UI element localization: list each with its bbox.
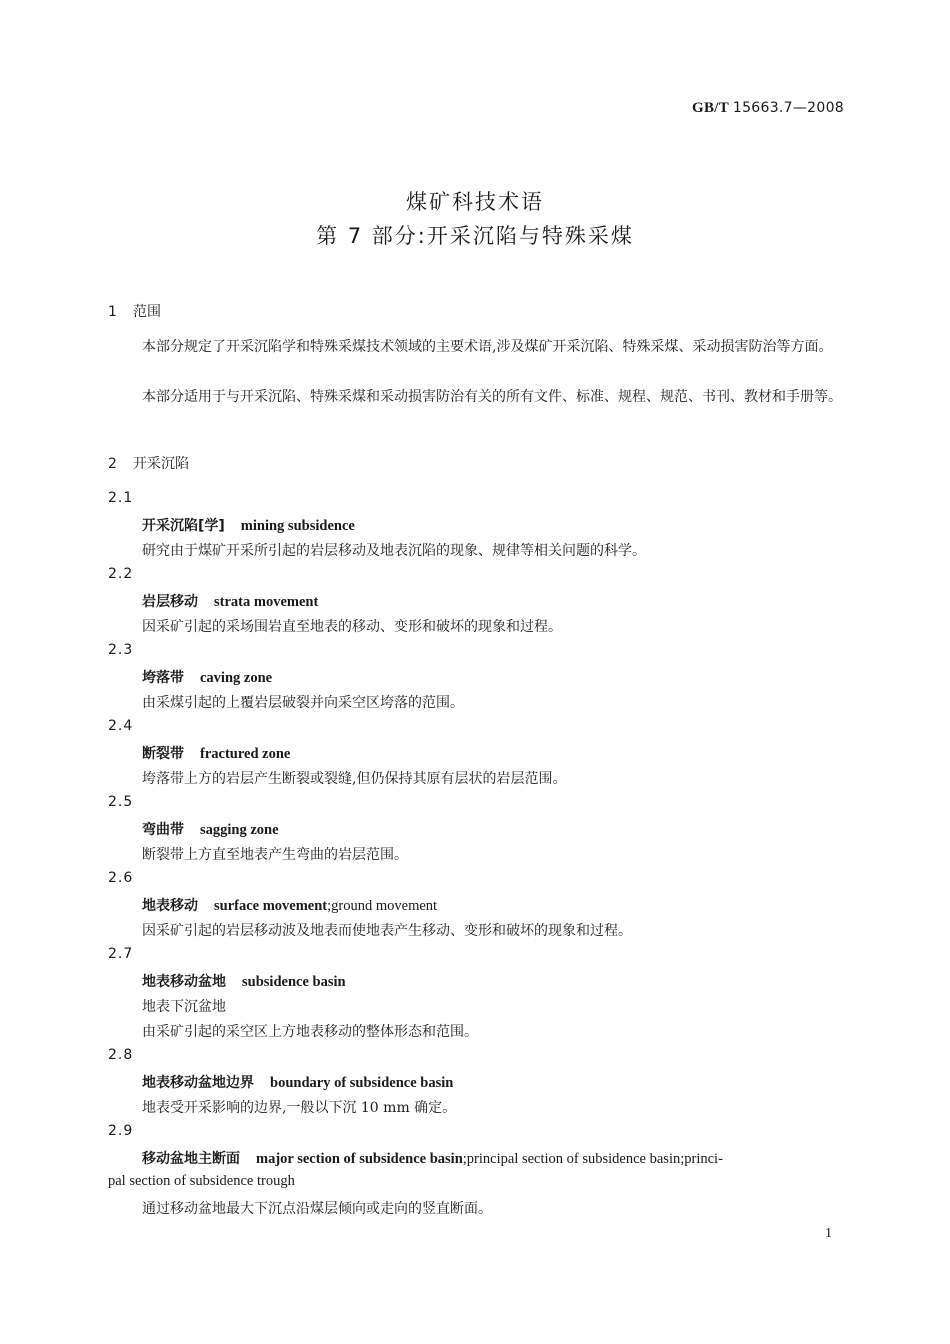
- term-definition: 因采矿引起的采场围岩直至地表的移动、变形和破坏的现象和过程。: [142, 619, 562, 635]
- term-zh: 断裂带: [142, 746, 184, 762]
- term-alt: ;ground movement: [327, 898, 438, 914]
- term-en: sagging zone: [200, 822, 279, 838]
- doc-title-line2: 第 7 部分:开采沉陷与特殊采煤: [316, 224, 634, 248]
- term-definition: 由采矿引起的采空区上方地表移动的整体形态和范围。: [142, 1024, 478, 1040]
- term-entry: [142, 591, 318, 611]
- term-entry: [142, 971, 346, 991]
- term-entry: [142, 895, 437, 915]
- term-entry: [142, 819, 279, 839]
- term-definition: 断裂带上方直至地表产生弯曲的岩层范围。: [142, 847, 408, 863]
- term-en: boundary of subsidence basin: [270, 1075, 454, 1091]
- term-en: mining subsidence: [240, 518, 355, 534]
- section-title: 开采沉陷: [133, 456, 189, 472]
- clause-number: 2.7: [108, 946, 134, 962]
- standard-prefix: GB/T: [692, 100, 729, 116]
- section-number: 2: [108, 456, 117, 472]
- page-number: 1: [825, 1226, 832, 1241]
- term-entry: [142, 515, 355, 535]
- section-heading-1: [108, 301, 161, 321]
- clause-number: 2.4: [108, 718, 134, 734]
- term-zh: 地表移动盆地: [142, 974, 226, 990]
- term-definition: 通过移动盆地最大下沉点沿煤层倾向或走向的竖直断面。: [142, 1201, 492, 1217]
- scope-paragraph-1: 本部分规定了开采沉陷学和特殊采煤技术领域的主要术语,涉及煤矿开采沉陷、特殊采煤、采动损害防治等方面。: [142, 339, 833, 355]
- term-entry: [142, 667, 272, 687]
- term-alt: pal section of subsidence trough: [108, 1173, 295, 1189]
- clause-number: 2.5: [108, 794, 134, 810]
- term-en: caving zone: [200, 670, 273, 686]
- term-definition: 由采煤引起的上覆岩层破裂并向采空区垮落的范围。: [142, 695, 464, 711]
- section-number: 1: [108, 304, 117, 320]
- term-zh: 开采沉陷[学]: [142, 518, 225, 534]
- term-en: subsidence basin: [242, 974, 346, 990]
- standard-code: [692, 100, 844, 117]
- term-entry: [142, 1148, 723, 1168]
- standard-number: 15663.7—2008: [732, 100, 844, 116]
- scope-paragraph-2: 本部分适用于与开采沉陷、特殊采煤和采动损害防治有关的所有文件、标准、规程、规范、书刊、教材和手册等。: [142, 389, 842, 405]
- clause-number: 2.2: [108, 566, 134, 582]
- term-alt: ;principal section of subsidence basin;princi-: [462, 1151, 723, 1167]
- term-en: strata movement: [214, 594, 319, 610]
- term-definition: 地表受开采影响的边界,一般以下沉 10 mm 确定。: [142, 1100, 457, 1116]
- term-entry: [142, 1072, 453, 1092]
- term-en: fractured zone: [200, 746, 291, 762]
- clause-number: 2.9: [108, 1123, 134, 1139]
- term-entry: [142, 743, 290, 763]
- term-en: major section of subsidence basin: [256, 1151, 463, 1167]
- clause-number: 2.6: [108, 870, 134, 886]
- term-zh: 地表移动: [142, 898, 198, 914]
- term-synonym: 地表下沉盆地: [142, 999, 226, 1015]
- term-zh: 地表移动盆地边界: [142, 1075, 254, 1091]
- term-alt-continued: [108, 1173, 295, 1190]
- section-title: 范围: [133, 304, 161, 320]
- term-zh: 移动盆地主断面: [142, 1151, 240, 1167]
- term-zh: 弯曲带: [142, 822, 184, 838]
- term-en: surface movement: [214, 898, 328, 914]
- term-definition: 因采矿引起的岩层移动波及地表而使地表产生移动、变形和破坏的现象和过程。: [142, 923, 632, 939]
- clause-number: 2.1: [108, 490, 134, 506]
- clause-number: 2.8: [108, 1047, 134, 1063]
- term-definition: 垮落带上方的岩层产生断裂或裂缝,但仍保持其原有层状的岩层范围。: [142, 771, 567, 787]
- clause-number: 2.3: [108, 642, 134, 658]
- doc-title-line1: 煤矿科技术语: [406, 190, 544, 214]
- term-zh: 垮落带: [142, 670, 184, 686]
- section-heading-2: [108, 453, 189, 473]
- term-definition: 研究由于煤矿开采所引起的岩层移动及地表沉陷的现象、规律等相关问题的科学。: [142, 543, 646, 559]
- term-zh: 岩层移动: [142, 594, 198, 610]
